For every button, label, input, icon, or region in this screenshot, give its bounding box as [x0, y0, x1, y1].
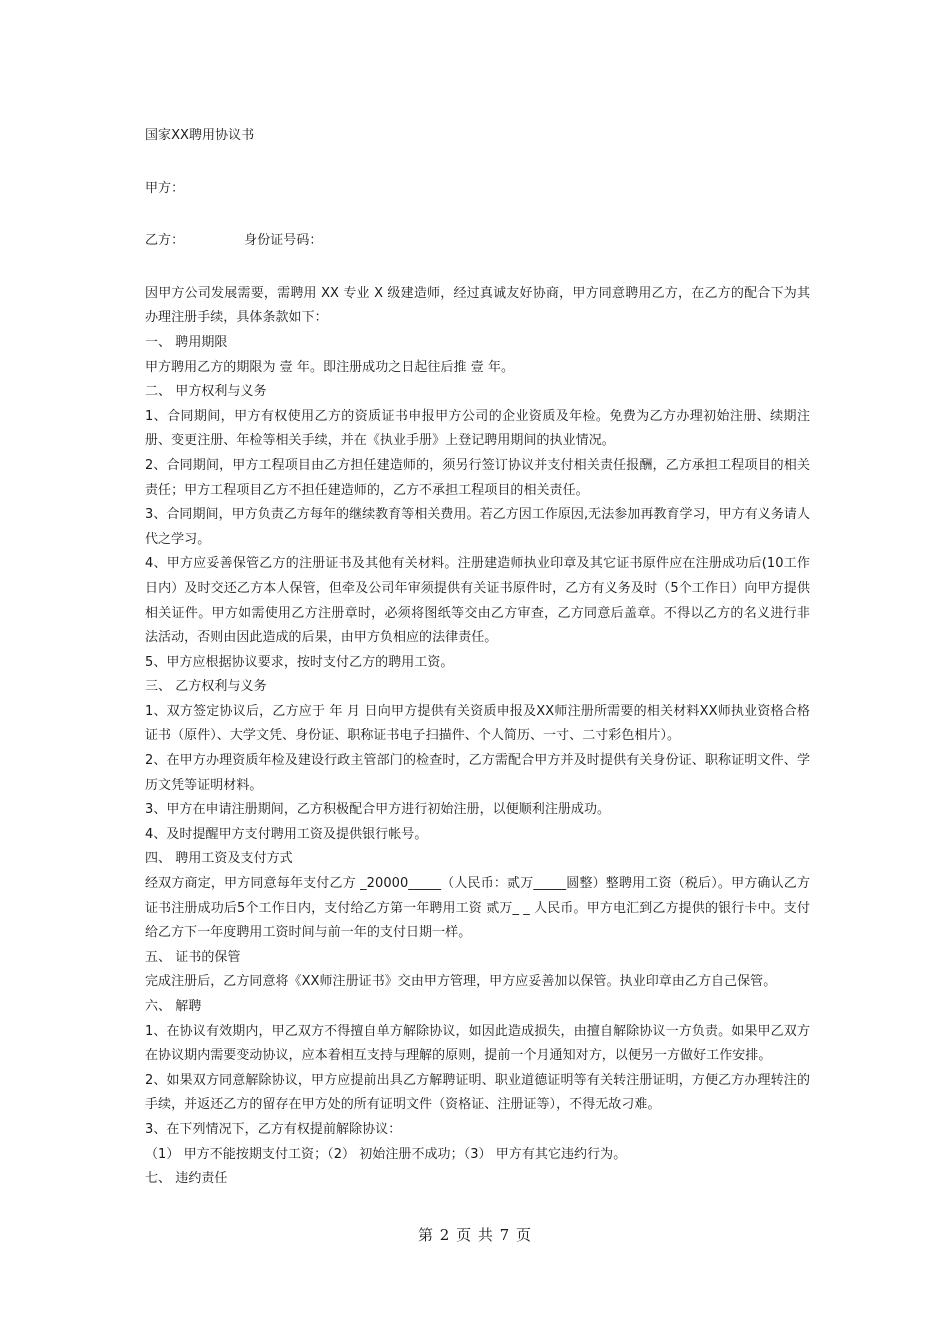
paragraph: 2、如果双方同意解除协议，甲方应提前出具乙方解聘证明、职业道德证明等有关转注册证明，方便乙方办理转注的手续，并返还乙方的留存在甲方处的所有证明文件（资格证、注册证等），不得无故刁难。: [145, 1072, 810, 1113]
paragraph: 1、在协议有效期内，甲乙双方不得擅自单方解除协议，如因此造成损失，由擅自解除协议一方负责。如果甲乙双方在协议期内需要变动协议，应本着相互支持与理解的原则，提前一个月通知对方，以便另一方做好工作安排。: [145, 1023, 810, 1064]
paragraph: 完成注册后，乙方同意将《XX师注册证书》交由甲方管理，甲方应妥善加以保管。执业印章由乙方自己保管。: [145, 974, 777, 990]
section-heading: 一、 聘用期限: [145, 334, 228, 350]
paragraph: 5、甲方应根据协议要求，按时支付乙方的聘用工资。: [145, 654, 454, 670]
section-heading: 六、 解聘: [145, 999, 202, 1014]
document-title: 国家XX聘用协议书: [145, 128, 255, 143]
paragraph: 1、双方签定协议后，乙方应于 年 月 日向甲方提供有关资质申报及XX师注册所需要的相关材料XX师执业资格合格证书（原件）、大学文凭、身份证、职称证书电子扫描件、个人简历、一寸、二寸彩色相片）。: [145, 703, 810, 744]
party-a-line: 甲方：: [145, 180, 185, 196]
section-heading: 二、 甲方权利与义务: [145, 384, 267, 400]
paragraph: 经双方商定，甲方同意每年支付乙方 _20000_____（人民币：贰万_____圆整）整聘用工资（税后）。甲方确认乙方证书注册成功后5个工作日内，支付给乙方第一年聘用工资 贰万_ _ 人民币。甲方电汇到乙方提供的银行卡中。支付给乙方下一年度聘用工资时间与前一年的支付日期一样。: [145, 876, 810, 941]
paragraph: 3、在下列情况下，乙方有权提前解除协议：: [145, 1121, 402, 1137]
paragraph: （1） 甲方不能按期支付工资；（2） 初始注册不成功；（3） 甲方有其它违约行为。: [145, 1146, 627, 1162]
section-heading: 三、 乙方权利与义务: [145, 679, 267, 695]
section-heading: 四、 聘用工资及支付方式: [145, 851, 293, 867]
id-number-label: 身份证号码：: [244, 233, 323, 249]
paragraph: 1、合同期间，甲方有权使用乙方的资质证书申报甲方公司的企业资质及年检。免费为乙方办理初始注册、续期注册、变更注册、年检等相关手续，并在《执业手册》上登记聘用期间的执业情况。: [145, 408, 810, 449]
paragraph: 4、及时提醒甲方支付聘用工资及提供银行帐号。: [145, 826, 428, 842]
intro-paragraph: 因甲方公司发展需要，需聘用 XX 专业 X 级建造师，经过真诚友好协商，甲方同意聘用乙方，在乙方的配合下为其办理注册手续，具体条款如下：: [145, 285, 810, 326]
paragraph: 4、甲方应妥善保管乙方的注册证书及其他有关材料。注册建造师执业印章及其它证书原件应在注册成功后(10工作日内）及时交还乙方本人保管，但牵及公司年审须提供有关证书原件时，乙方有义务及时（5个工作日）向甲方提供相关证件。甲方如需使用乙方注册章时，必须将图纸等交由乙方审查，乙方同意后盖章。不得以乙方的名义进行非法活动，否则由因此造成的后果，由甲方负相应的法律责任。: [145, 556, 810, 646]
document-body: [145, 124, 810, 1192]
party-b-line: [145, 229, 810, 254]
paragraph: 甲方聘用乙方的期限为 壹 年。即注册成功之日起往后推 壹 年。: [145, 359, 515, 375]
section-heading: 五、 证书的保管: [145, 949, 241, 965]
paragraph: 3、甲方在申请注册期间，乙方积极配合甲方进行初始注册，以便顺利注册成功。: [145, 802, 611, 818]
paragraph: 2、合同期间，甲方工程项目由乙方担任建造师的，须另行签订协议并支付相关责任报酬，乙方承担工程项目的相关责任；甲方工程项目乙方不担任建造师的，乙方不承担工程项目的相关责任。: [145, 457, 810, 498]
section-heading: 七、 违约责任: [145, 1171, 228, 1187]
paragraph: 3、合同期间，甲方负责乙方每年的继续教育等相关费用。若乙方因工作原因,无法参加再教育学习，甲方有义务请人代之学习。: [145, 507, 811, 547]
paragraph: 2、在甲方办理资质年检及建设行政主管部门的检查时，乙方需配合甲方并及时提供有关身份证、职称证明文件、学历文凭等证明材料。: [145, 753, 810, 793]
party-b-label: 乙方：: [145, 233, 185, 249]
page-indicator: 第 2 页 共 7 页: [418, 1226, 532, 1244]
